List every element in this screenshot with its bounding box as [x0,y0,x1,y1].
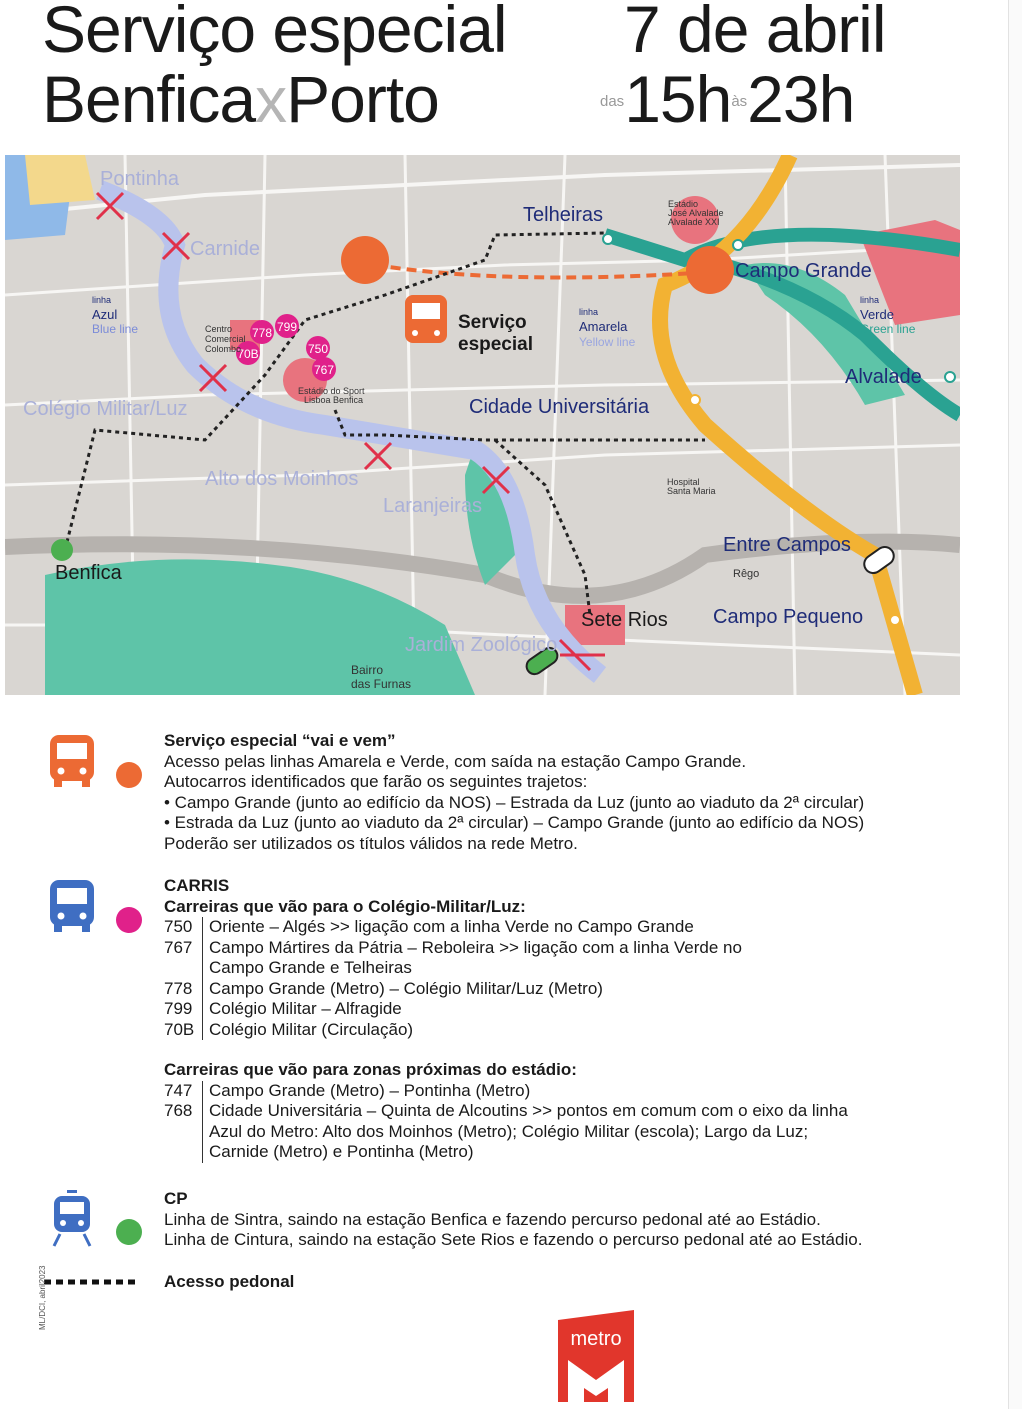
route-num: 747 [164,1081,203,1102]
station-dot-cidade [690,395,700,405]
cp-dot [116,1219,142,1245]
label-colegio: Colégio Militar/Luz [23,398,188,420]
label-alto: Alto dos Moinhos [205,468,359,490]
estadio-2: Lisboa Benfica [304,395,364,405]
route-799 [164,999,864,1020]
especial-line-5: Poderão ser utilizados os títulos válidos na rede Metro. [164,833,578,853]
especial-line-1: Acesso pelas linhas Amarela e Verde, com saída na estação Campo Grande. [164,751,747,771]
bus-blue-icon [48,878,96,934]
stop-label-778: 778 [251,326,273,340]
carris-sub2: Carreiras que vão para zonas próximas do estádio: [164,1060,577,1079]
stop-label-70b: 70B [237,347,259,361]
title-teams [42,62,439,136]
station-dot-cp [890,615,900,625]
amarela-pt: linha [579,307,599,317]
route-desc: Colégio Militar (Circulação) [209,1019,414,1039]
sand-area [25,155,95,205]
station-dot-telheiras [603,234,613,244]
station-dot-alvalade [945,372,955,382]
legend-carris [164,876,864,1163]
especial-line-4: • Estrada da Luz (junto ao viaduto da 2ª circular) – Campo Grande (junto ao edifício da NOS) [164,813,865,832]
especial-title: Serviço especial “vai e vem” [164,731,396,750]
bus-stop-estrada-luz [341,236,389,284]
metro-map [5,155,960,695]
especial-line-2: Autocarros identificados que farão os seguintes trajetos: [164,772,588,791]
bus-stop-campo-grande [686,246,734,294]
page-edge [1008,0,1022,1409]
label-carnide: Carnide [190,238,261,260]
label-sete: Sete Rios [581,609,668,631]
label-campo-grande: Campo Grande [735,260,872,282]
amarela-label: Amarela [579,319,628,334]
label-telheiras: Telheiras [523,204,604,226]
metro-logo [558,1310,634,1402]
hospital-2: Santa Maria [667,486,716,496]
estadio-1: Estádio do Sport [298,386,365,396]
route-num: 767 [164,938,203,979]
route-768 [164,1101,864,1163]
train-icon [50,1190,94,1248]
carris-sub1: Carreiras que vão para o Colégio-Militar/Luz: [164,896,526,916]
label-alvalade: Alvalade [845,366,922,388]
team-1: Benfica [42,62,256,136]
time-from-label: das [600,93,625,110]
verde-en: Green line [860,322,916,336]
time-from: 15h [624,62,732,136]
cp-title: CP [164,1189,188,1208]
colombo-3: Colombo [205,344,242,354]
title-line-1: Serviço especial [42,0,507,66]
carris-title: CARRIS [164,876,230,895]
stop-label-799: 799 [276,320,298,334]
route-num: 750 [164,917,203,938]
rego-label: Rêgo [733,568,760,580]
route-num: 799 [164,999,203,1020]
footer-code: ML/DCI, abril2023 [38,1265,47,1330]
station-dot-cg [733,240,743,250]
colombo-1: Centro [205,324,233,334]
bairro-1: Bairro [351,663,384,677]
route-num: 768 [164,1101,203,1163]
route-desc: Campo Mártires da Pátria – Reboleira >> ligação com a linha Verde no Campo Grande e Telheiras [209,937,742,977]
legend-cp [164,1189,964,1251]
hospital-1: Hospital [667,477,700,487]
route-767 [164,938,864,979]
pedonal-label: Acesso pedonal [164,1272,295,1291]
amarela-en: Yellow line [579,335,636,349]
route-747 [164,1081,864,1102]
label-pontinha: Pontinha [100,168,179,190]
bairro-2: das Furnas [351,677,412,691]
legend-pedonal [164,1272,294,1293]
alvalade-2: José Alvalade [668,208,724,218]
bus-label-1: Serviço [458,312,527,333]
verde-label: Verde [860,307,894,322]
route-desc: Oriente – Algés >> ligação com a linha Verde no Campo Grande [209,917,694,936]
azul-label: Azul [92,307,118,322]
label-jardim: Jardim Zoológico [405,634,558,656]
label-benfica: Benfica [55,562,122,584]
azul-en: Blue line [92,322,139,336]
stop-label-767: 767 [313,363,335,377]
bus-icon-map [405,295,447,343]
route-750 [164,917,864,938]
cp-line-2: Linha de Cintura, saindo na estação Sete Rios e fazendo o percurso pedonal até ao Estádio. [164,1230,863,1249]
pedestrian-line-icon [42,1276,142,1288]
cp-line-1: Linha de Sintra, saindo na estação Benfica e fazendo percurso pedonal até ao Estádio. [164,1209,821,1229]
bus-orange-icon [48,733,96,789]
bus-label-2: especial [458,334,533,355]
team-2: Porto [286,62,439,136]
time-to: 23h [747,62,855,136]
route-desc: Campo Grande (Metro) – Pontinha (Metro) [209,1080,531,1100]
alvalade-3: Alvalade XXI [668,217,720,227]
metro-logo-text: metro [570,1328,622,1350]
route-70b [164,1020,864,1041]
stop-label-750: 750 [307,342,329,356]
route-num: 70B [164,1020,203,1041]
label-campo-pequeno: Campo Pequeno [713,606,864,628]
route-778 [164,979,864,1000]
label-entre: Entre Campos [723,534,851,556]
especial-dot [116,762,142,788]
event-time [600,62,855,136]
legend-especial [164,731,964,854]
carris-dot [116,907,142,933]
especial-line-3: • Campo Grande (junto ao edifício da NOS) – Estrada da Luz (junto ao viaduto da 2ª circular) [164,792,865,812]
azul-pt: linha [92,295,112,305]
versus-sep: x [255,64,287,136]
label-cidade: Cidade Universitária [469,396,650,418]
time-to-label: às [731,93,748,110]
route-desc: Cidade Universitária – Quinta de Alcoutins >> pontos em comum com o eixo da linha Azul do Metro: Alto dos Moinhos (Metro); Colégio Militar (escola); Largo da Luz; Carnide (Metro) e Pontinha (Metro) [209,1101,848,1161]
alvalade-1: Estádio [668,199,699,209]
verde-pt: linha [860,295,880,305]
route-num: 778 [164,979,203,1000]
route-desc: Campo Grande (Metro) – Colégio Militar/Luz (Metro) [209,978,603,998]
colombo-2: Comercial [205,334,246,344]
cp-benfica-marker [51,539,73,561]
route-desc: Colégio Militar – Alfragide [209,999,402,1018]
label-laranjeiras: Laranjeiras [383,495,482,517]
event-date: 7 de abril [624,0,886,66]
